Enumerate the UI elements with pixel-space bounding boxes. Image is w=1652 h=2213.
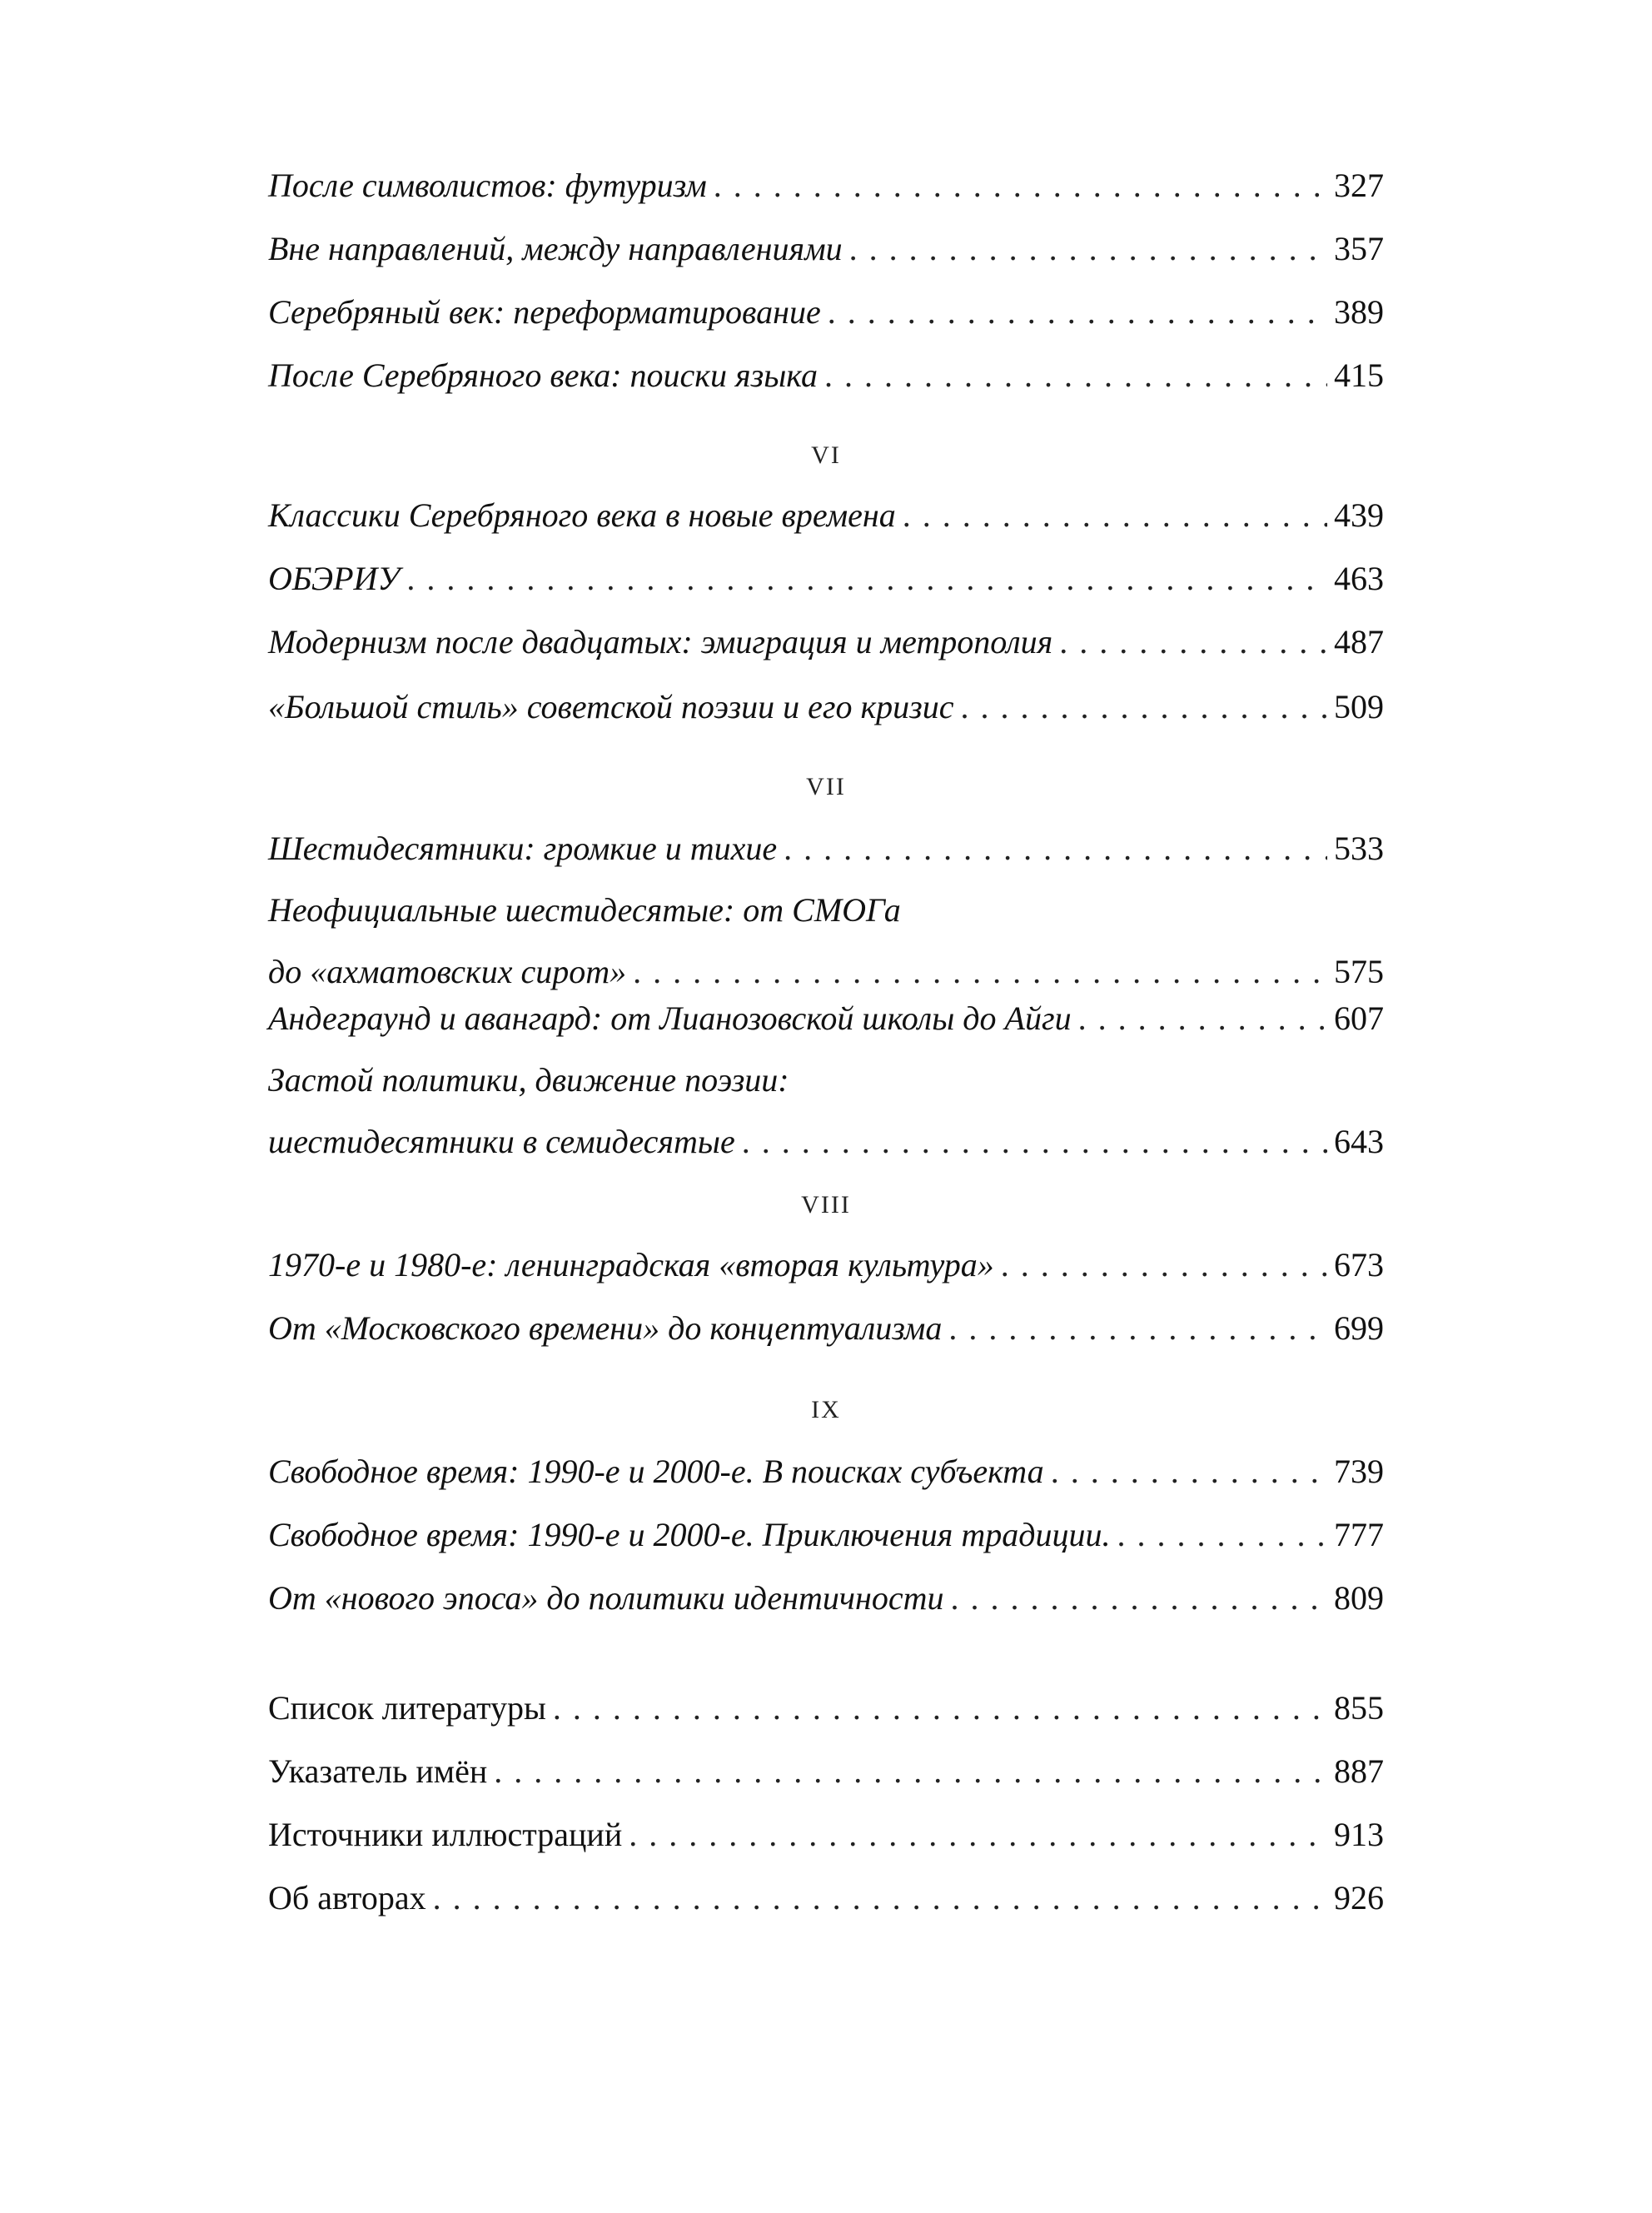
entry-page-number: 415 (1334, 356, 1384, 394)
entry-title: Свободное время: 1990-е и 2000-е. В поисках субъекта (268, 1453, 1044, 1490)
entry-page-number: 357 (1334, 230, 1384, 267)
entry-title: Источники иллюстраций (268, 1816, 623, 1853)
entry-title: шестидесятники в семидесятые (268, 1123, 735, 1160)
entry-title: Указатель имён (268, 1752, 488, 1790)
part-heading: VII (806, 773, 846, 800)
dot-leader (1001, 1246, 1327, 1284)
entry-title: до «ахматовских сирот» (268, 953, 627, 990)
toc-entry[interactable] (268, 1879, 1384, 1917)
dot-leader (849, 230, 1327, 268)
entry-page-number: 643 (1334, 1123, 1384, 1160)
entry-page-number: 673 (1334, 1246, 1384, 1283)
toc-entry[interactable] (268, 496, 1384, 535)
toc-entry[interactable] (268, 1453, 1384, 1491)
entry-page-number: 487 (1334, 623, 1384, 660)
entry-page-number: 809 (1334, 1579, 1384, 1617)
part-heading: VIII (801, 1191, 851, 1219)
entry-page-number: 777 (1334, 1516, 1384, 1553)
entry-title: ОБЭРИУ (268, 560, 401, 597)
dot-leader (1059, 623, 1327, 661)
entry-page-number: 439 (1334, 496, 1384, 534)
entry-title: Вне направлений, между направлениями (268, 230, 843, 267)
entry-title: Классики Серебряного века в новые времена (268, 496, 896, 534)
toc-entry[interactable] (268, 999, 1384, 1038)
toc-entry[interactable] (268, 356, 1384, 395)
entry-page-number: 463 (1334, 560, 1384, 597)
entry-title: Свободное время: 1990-е и 2000-е. Приключения традиции. (268, 1516, 1111, 1553)
dot-leader (824, 356, 1327, 395)
toc-entry[interactable] (268, 1752, 1384, 1791)
entry-title: После Серебряного века: поиски языка (268, 356, 819, 394)
dot-leader (948, 1309, 1327, 1348)
dot-leader (1117, 1516, 1327, 1554)
entry-title: «Большой стиль» советской поэзии и его кризис (268, 688, 954, 725)
entry-title: От «Московского времени» до концептуализма (268, 1309, 943, 1347)
entry-page-number: 699 (1334, 1309, 1384, 1347)
toc-entry[interactable] (268, 230, 1384, 268)
toc-entry[interactable] (268, 560, 1384, 598)
toc-entry[interactable] (268, 623, 1384, 661)
entry-title: Серебряный век: переформатирование (268, 293, 821, 331)
dot-leader (903, 496, 1327, 535)
toc-entry[interactable] (268, 830, 1384, 868)
dot-leader (633, 953, 1327, 991)
entry-title: 1970-е и 1980-е: ленинградская «вторая культура» (268, 1246, 994, 1283)
entry-title: После символистов: футуризм (268, 167, 707, 204)
toc-entry[interactable] (268, 293, 1384, 331)
part-heading: IX (811, 1396, 841, 1423)
dot-leader (553, 1689, 1327, 1727)
toc-entry[interactable] (268, 1246, 1384, 1284)
toc-entry[interactable] (268, 167, 1384, 205)
dot-leader (406, 560, 1327, 598)
entry-page-number: 739 (1334, 1453, 1384, 1490)
toc-entry[interactable] (268, 1816, 1384, 1854)
dot-leader (494, 1752, 1327, 1791)
entry-page-number: 575 (1334, 953, 1384, 990)
entry-page-number: 509 (1334, 688, 1384, 725)
entry-page-number: 926 (1334, 1879, 1384, 1916)
dot-leader (784, 830, 1327, 868)
entry-page-number: 913 (1334, 1816, 1384, 1853)
entry-title: Модернизм после двадцатых: эмиграция и метрополия (268, 623, 1053, 660)
toc-entry[interactable] (268, 1309, 1384, 1348)
dot-leader (950, 1579, 1327, 1617)
dot-leader (742, 1123, 1327, 1161)
toc-entry[interactable] (268, 1689, 1384, 1727)
toc-entry[interactable] (268, 1579, 1384, 1617)
dot-leader (961, 688, 1327, 726)
entry-page-number: 327 (1334, 167, 1384, 204)
dot-leader (629, 1816, 1327, 1854)
toc-entry[interactable] (268, 1516, 1384, 1554)
dot-leader (433, 1879, 1327, 1917)
dot-leader (1051, 1453, 1327, 1491)
entry-title: Список литературы (268, 1689, 546, 1727)
dot-leader (828, 293, 1327, 331)
entry-title: Об авторах (268, 1879, 426, 1916)
entry-page-number: 533 (1334, 830, 1384, 867)
entry-page-number: 855 (1334, 1689, 1384, 1727)
entry-title: От «нового эпоса» до политики идентичности (268, 1579, 944, 1617)
entry-title: Шестидесятники: громкие и тихие (268, 830, 778, 867)
toc-entry[interactable] (268, 1061, 1384, 1161)
entry-page-number: 389 (1334, 293, 1384, 331)
entry-title-line1: Застой политики, движение поэзии: (268, 1061, 789, 1099)
entry-page-number: 887 (1334, 1752, 1384, 1790)
toc-entry[interactable] (268, 891, 1384, 991)
entry-title-line1: Неофициальные шестидесятые: от СМОГа (268, 891, 901, 929)
toc-entry[interactable] (268, 688, 1384, 726)
entry-page-number: 607 (1334, 999, 1384, 1037)
entry-title: Андеграунд и авангард: от Лианозовской школы до Айги (268, 999, 1072, 1037)
dot-leader (1078, 999, 1327, 1038)
dot-leader (714, 167, 1327, 205)
part-heading: VI (811, 441, 841, 469)
